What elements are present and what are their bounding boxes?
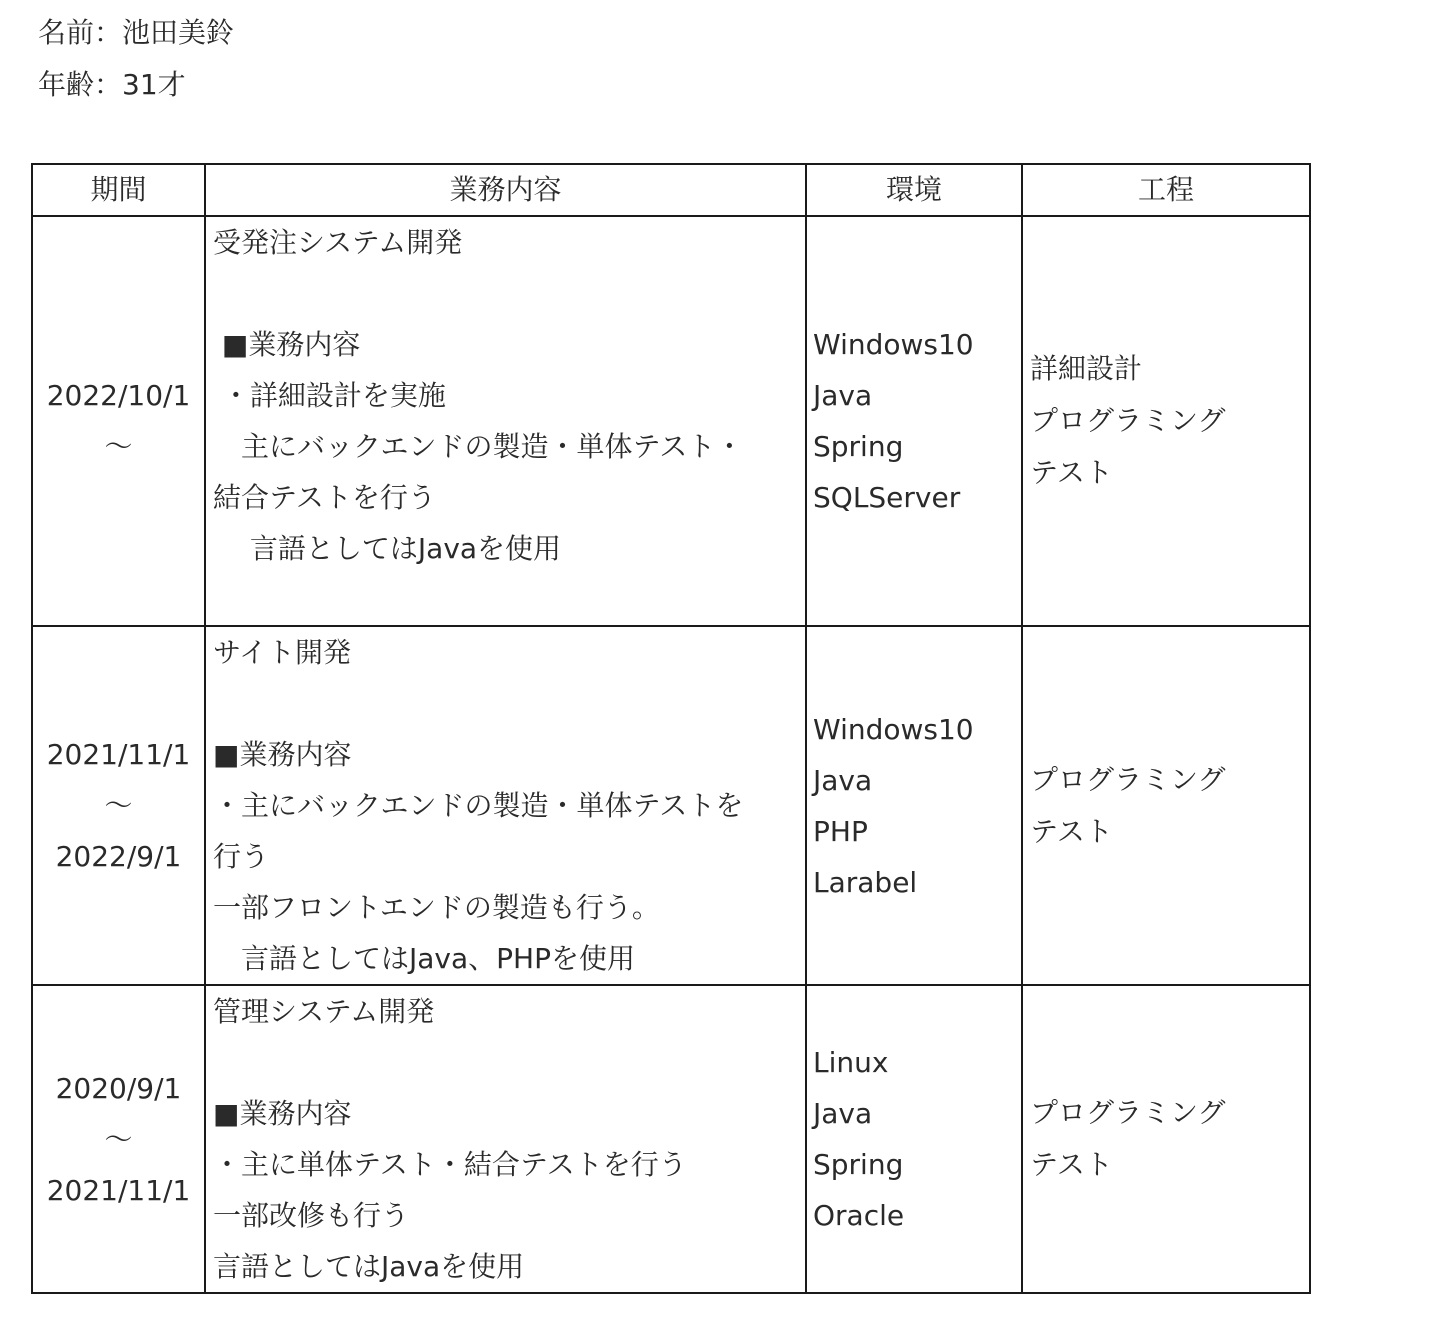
task-line: 行う: [213, 840, 270, 873]
process-cell: [1022, 985, 1310, 1293]
period-text: ～: [104, 430, 133, 463]
process-cell: [1022, 216, 1310, 626]
environment-item: Larabel: [813, 865, 918, 899]
period-cell: [32, 985, 205, 1293]
task-line: 一部フロントエンドの製造も行う。: [213, 891, 660, 924]
table-header-row: [32, 164, 1310, 216]
task-cell: [205, 216, 806, 626]
period-text: 2022/9/1: [55, 840, 182, 873]
task-line: ・詳細設計を実施: [213, 379, 446, 412]
period-text: ～: [104, 1122, 133, 1156]
process-cell: [1022, 626, 1310, 985]
environment-item: Linux: [813, 1046, 889, 1079]
environment-item: Windows10: [813, 712, 974, 746]
task-line: ・主に単体テスト・結合テストを行う: [213, 1148, 687, 1181]
period-cell: [32, 626, 205, 985]
task-line: 結合テストを行う: [213, 481, 436, 514]
environment-item: Spring: [813, 1148, 904, 1181]
task-line: [213, 574, 805, 625]
name-line: 名前：池田美鈴: [38, 16, 235, 49]
process-item: プログラミング: [1030, 762, 1226, 796]
period-text: 2021/11/1: [46, 1173, 191, 1207]
header-task: 業務内容: [205, 164, 806, 216]
task-line: 受発注システム開発: [213, 226, 463, 259]
task-line: 管理システム開発: [213, 995, 435, 1028]
task-line: [213, 268, 805, 319]
period-cell: [32, 216, 205, 626]
process-item: 詳細設計: [1030, 352, 1143, 385]
header-period: 期間: [32, 164, 205, 216]
task-cell: [205, 626, 806, 985]
task-line: ■業務内容: [213, 738, 352, 771]
environment-cell: [806, 216, 1022, 626]
process-item: プログラミング: [1030, 1096, 1226, 1129]
task-line: 一部改修も行う: [213, 1199, 410, 1232]
environment-item: Java: [813, 1097, 873, 1130]
environment-item: SQLServer: [813, 481, 961, 514]
environment-item: Java: [813, 763, 873, 797]
task-line: サイト開発: [213, 636, 352, 669]
task-line: 言語としてはJavaを使用: [213, 1250, 525, 1283]
environment-item: Spring: [813, 430, 904, 463]
process-item: テスト: [1030, 1148, 1113, 1181]
age-line: 年齢：31才: [38, 68, 186, 101]
task-line: 言語としてはJavaを使用: [213, 532, 562, 565]
period-text: 2021/11/1: [46, 738, 191, 771]
task-line: ■業務内容: [213, 1097, 352, 1130]
process-item: テスト: [1030, 814, 1113, 848]
task-cell: [205, 985, 806, 1293]
header-process: 工程: [1022, 164, 1310, 216]
task-line: [213, 678, 805, 729]
process-item: プログラミング: [1030, 404, 1226, 437]
task-line: [213, 1037, 805, 1088]
task-line: 言語としてはJava、PHPを使用: [213, 942, 635, 975]
period-text: 2022/10/1: [46, 379, 191, 412]
table-row: [32, 216, 1310, 626]
environment-item: Windows10: [813, 328, 974, 361]
period-text: 2020/9/1: [55, 1071, 182, 1105]
environment-cell: [806, 985, 1022, 1293]
environment-item: PHP: [813, 814, 868, 848]
period-text: ～: [104, 789, 133, 822]
task-line: ・主にバックエンドの製造・単体テストを: [213, 789, 744, 822]
environment-cell: [806, 626, 1022, 985]
task-line: 主にバックエンドの製造・単体テスト・: [213, 430, 744, 463]
career-table: [31, 163, 1311, 1294]
task-line: ■業務内容: [213, 328, 361, 361]
environment-item: Oracle: [813, 1199, 905, 1232]
process-item: テスト: [1030, 456, 1113, 489]
header-environment: 環境: [806, 164, 1022, 216]
table-row: [32, 985, 1310, 1293]
environment-item: Java: [813, 379, 873, 412]
table-row: [32, 626, 1310, 985]
